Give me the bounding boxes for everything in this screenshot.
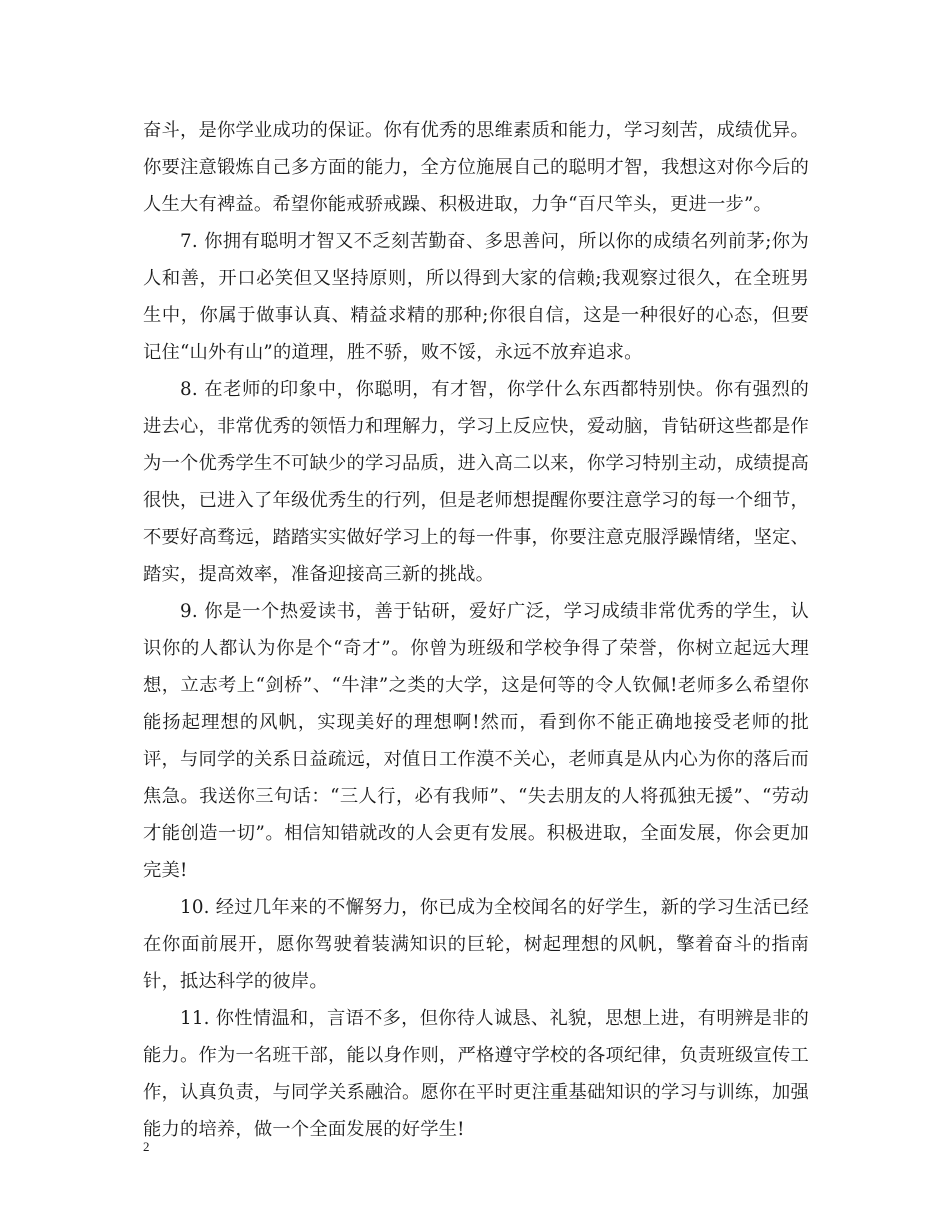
paragraph-item-8: 8. 在老师的印象中，你聪明，有才智，你学什么东西都特别快。你有强烈的进去心，非常优秀的领悟力和理解力，学习上反应快，爱动脑，肯钻研这些都是作为一个优秀学生不可缺少的学习品质，进入高二以来，你学习特别主动，成绩提高很快，已进入了年级优秀生的行列，但是老师想提醒你要注意学习的每一个细节，不要好高骛远，踏踏实实做好学习上的每一件事，你要注意克服浮躁情绪，坚定、踏实，提高效率，准备迎接高三新的挑战。 bbox=[143, 379, 809, 585]
paragraph-item-9: 9. 你是一个热爱读书，善于钻研，爱好广泛，学习成绩非常优秀的学生，认识你的人都认为你是个“奇才”。你曾为班级和学校争得了荣誉，你树立起远大理想，立志考上“剑桥”、“牛津”之类的大学，这是何等的令人钦佩!老师多么希望你能扬起理想的风帆，实现美好的理想啊!然而，看到你不能正确地接受老师的批评，与同学的关系日益疏远，对值日工作漠不关心，老师真是从内心为你的落后而焦急。我送你三句话：“三人行，必有我师”、“失去朋友的人将孤独无援”、“劳动才能创造一切”。相信知错就改的人会更有发展。积极进取，全面发展，你会更加完美! bbox=[143, 601, 809, 881]
body-text bbox=[143, 112, 809, 1148]
paragraph-item-7: 7. 你拥有聪明才智又不乏刻苦勤奋、多思善问，所以你的成绩名列前茅;你为人和善，开口必笑但又坚持原则，所以得到大家的信赖;我观察过很久，在全班男生中，你属于做事认真、精益求精的那种;你很自信，这是一种很好的心态，但要记住“山外有山”的道理，胜不骄，败不馁，永远不放弃追求。 bbox=[143, 231, 809, 363]
paragraph-item-11: 11. 你性情温和，言语不多，但你待人诚恳、礼貌，思想上进，有明辨是非的能力。作为一名班干部，能以身作则，严格遵守学校的各项纪律，负责班级宣传工作，认真负责，与同学关系融洽。愿你在平时更注重基础知识的学习与训练，加强能力的培养，做一个全面发展的好学生! bbox=[143, 1008, 809, 1140]
paragraph-continuation: 奋斗，是你学业成功的保证。你有优秀的思维素质和能力，学习刻苦，成绩优异。你要注意锻炼自己多方面的能力，全方位施展自己的聪明才智，我想这对你今后的人生大有裨益。希望你能戒骄戒躁、积极进取，力争“百尺竿头，更进一步”。 bbox=[143, 120, 809, 215]
paragraph-item-10: 10. 经过几年来的不懈努力，你已成为全校闻名的好学生，新的学习生活已经在你面前展开，愿你驾驶着装满知识的巨轮，树起理想的风帆，擎着奋斗的指南针，抵达科学的彼岸。 bbox=[143, 897, 809, 992]
page-number: 2 bbox=[143, 1139, 150, 1154]
